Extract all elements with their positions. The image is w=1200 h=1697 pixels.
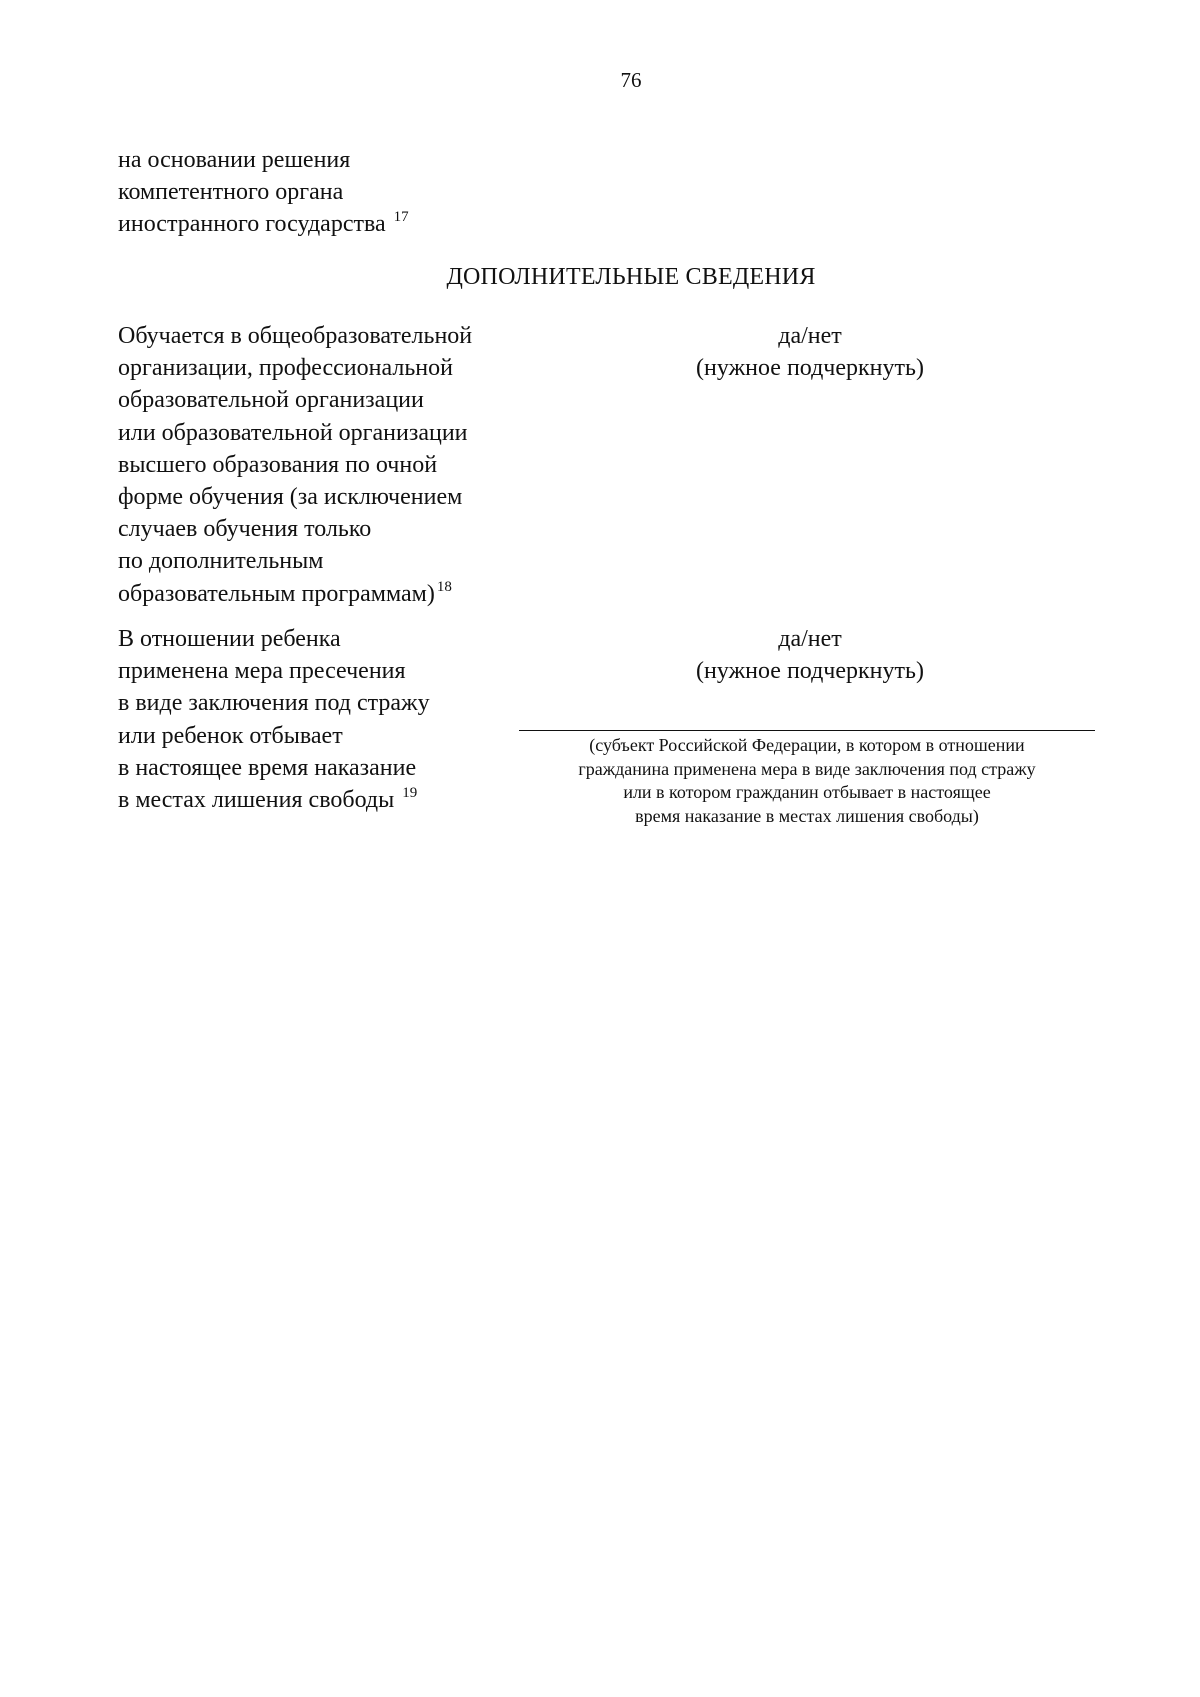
question-line: по дополнительным [118, 548, 324, 575]
caption-line: (субъект Российской Федерации, в котором в отношении [589, 735, 1025, 755]
section-title: ДОПОЛНИТЕЛЬНЫЕ СВЕДЕНИЯ [446, 264, 816, 290]
footnote-ref-17: 17 [393, 209, 409, 225]
question-line: В отношении ребенка [118, 626, 341, 652]
education-question [118, 320, 472, 610]
intro-line: компетентного органа [118, 179, 344, 205]
question-line: в виде заключения под стражу [118, 690, 430, 717]
intro-line [118, 208, 409, 240]
caption-line: гражданина применена мера в виде заключения под стражу [578, 758, 1036, 779]
caption-line: время наказание в местах лишения свободы) [635, 805, 979, 826]
page-number: 76 [620, 68, 642, 92]
detention-answer [670, 623, 950, 687]
answer-options[interactable]: да/нет [778, 323, 842, 349]
question-line: форме обучения (за исключением [118, 484, 463, 511]
question-line: в настоящее время наказание [118, 754, 417, 781]
intro-line-text: иностранного государства [118, 211, 386, 237]
question-line: организации, профессиональной [118, 355, 453, 382]
question-line: случаев обучения только [118, 516, 372, 543]
intro-text [118, 144, 409, 240]
question-line [118, 784, 430, 816]
question-line: применена мера пресечения [118, 658, 406, 685]
footnote-ref-18: 18 [436, 578, 452, 595]
answer-hint: (нужное подчеркнуть) [696, 355, 924, 381]
answer-options[interactable]: да/нет [778, 626, 842, 652]
question-line: или ребенок отбывает [118, 722, 343, 749]
detention-question [118, 623, 430, 816]
question-line-text: в местах лишения свободы [118, 787, 395, 814]
question-line: или образовательной организации [118, 419, 468, 446]
intro-line: на основании решения [118, 147, 351, 173]
question-line: образовательной организации [118, 387, 424, 414]
question-line: высшего образования по очной [118, 451, 438, 478]
footnote-ref-19: 19 [402, 785, 418, 802]
answer-hint: (нужное подчеркнуть) [696, 658, 924, 684]
question-line-text: образовательным программам) [118, 580, 435, 607]
subject-fill-line[interactable] [519, 730, 1095, 731]
question-line: Обучается в общеобразовательной [118, 323, 473, 349]
subject-caption [519, 734, 1095, 828]
education-answer [670, 320, 950, 384]
caption-line: или в котором гражданин отбывает в настоящее [623, 782, 991, 802]
question-line [118, 578, 472, 610]
